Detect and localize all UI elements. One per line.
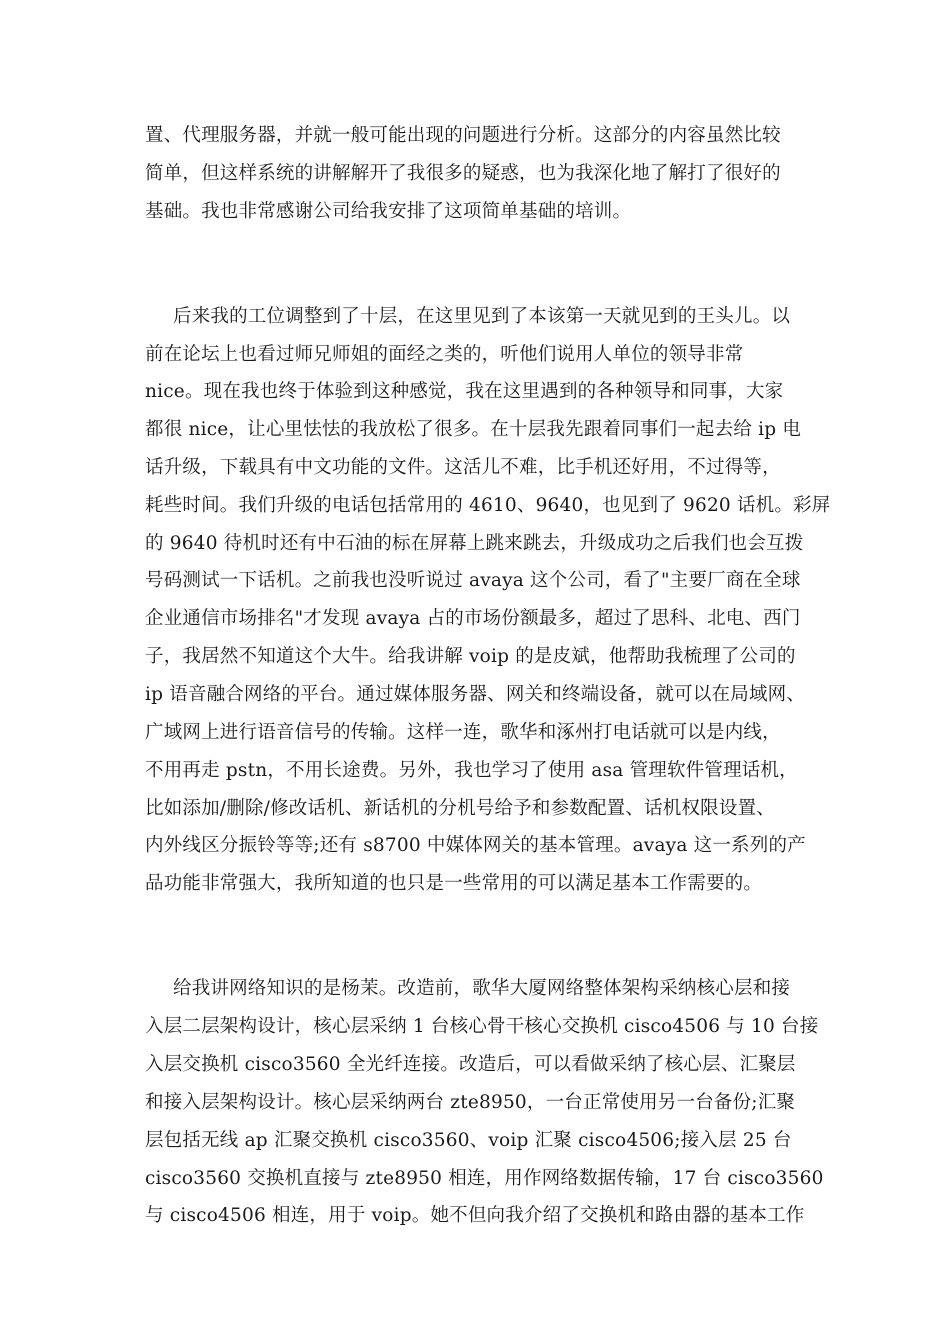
text-line: 层包括无线 ap 汇聚交换机 cisco3560、voip 汇聚 cisco4506;接入层 25 台	[145, 1130, 792, 1151]
text-line: cisco3560 交换机直接与 zte8950 相连，用作网络数据传输，17 台 cisco3560	[145, 1168, 824, 1189]
text-line: 都很 nice，让心里怯怯的我放松了很多。在十层我先跟着同事们一起去给 ip 电	[145, 419, 802, 440]
text-line: 品功能非常强大，我所知道的也只是一些常用的可以满足基本工作需要的。	[145, 873, 763, 894]
text-line: 基础。我也非常感谢公司给我安排了这项简单基础的培训。	[145, 201, 632, 222]
text-line: 置、代理服务器，并就一般可能出现的问题进行分析。这部分的内容虽然比较	[145, 125, 781, 146]
text-line: 前在论坛上也看过师兄师姐的面经之类的，听他们说用人单位的领导非常	[145, 344, 744, 365]
text-line: 入层二层架构设计，核心层采纳 1 台核心骨干核心交换机 cisco4506 与 10 台接	[145, 1016, 819, 1037]
text-line: 入层交换机 cisco3560 全光纤连接。改造后，可以看做采纳了核心层、汇聚层	[145, 1054, 796, 1075]
text-line: 与 cisco4506 相连，用于 voip。她不但向我介绍了交换机和路由器的基本工作	[145, 1205, 805, 1226]
text-line: 子，我居然不知道这个大牛。给我讲解 voip 的是皮斌，他帮助我梳理了公司的	[145, 646, 796, 667]
text-line: 比如添加/删除/修改话机、新话机的分机号给予和参数配置、话机权限设置、	[145, 798, 775, 819]
text-line: 后来我的工位调整到了十层，在这里见到了本该第一天就见到的王头儿。以	[173, 306, 791, 327]
text-line: 的 9640 待机时还有中石油的标在屏幕上跳来跳去，升级成功之后我们也会互拨	[145, 533, 804, 554]
text-line: 简单，但这样系统的讲解解开了我很多的疑惑，也为我深化地了解打了很好的	[145, 163, 781, 184]
text-line: 企业通信市场排名"才发现 avaya 占的市场份额最多，超过了思科、北电、西门	[145, 608, 801, 629]
text-line: 不用再走 pstn，不用长途费。另外，我也学习了使用 asa 管理软件管理话机，	[145, 760, 798, 781]
text-line: 话升级，下载具有中文功能的文件。这活儿不难，比手机还好用，不过得等，	[145, 457, 781, 478]
text-line: 内外线区分振铃等等;还有 s8700 中媒体网关的基本管理。avaya 这一系列的产	[145, 835, 806, 856]
text-line: nice。现在我也终于体验到这种感觉，我在这里遇到的各种领导和同事，大家	[145, 381, 784, 402]
text-line: 号码测试一下话机。之前我也没听说过 avaya 这个公司，看了"主要厂商在全球	[145, 570, 801, 591]
text-line: 耗些时间。我们升级的电话包括常用的 4610、9640，也见到了 9620 话机。彩屏	[145, 495, 831, 516]
text-line: 广域网上进行语音信号的传输。这样一连，歌华和涿州打电话就可以是内线，	[145, 722, 781, 743]
text-line: 和接入层架构设计。核心层采纳两台 zte8950，一台正常使用另一台备份;汇聚	[145, 1092, 796, 1113]
text-line: ip 语音融合网络的平台。通过媒体服务器、网关和终端设备，就可以在局域网、	[145, 684, 806, 705]
text-line: 给我讲网络知识的是杨茉。改造前，歌华大厦网络整体架构采纳核心层和接	[173, 978, 791, 999]
